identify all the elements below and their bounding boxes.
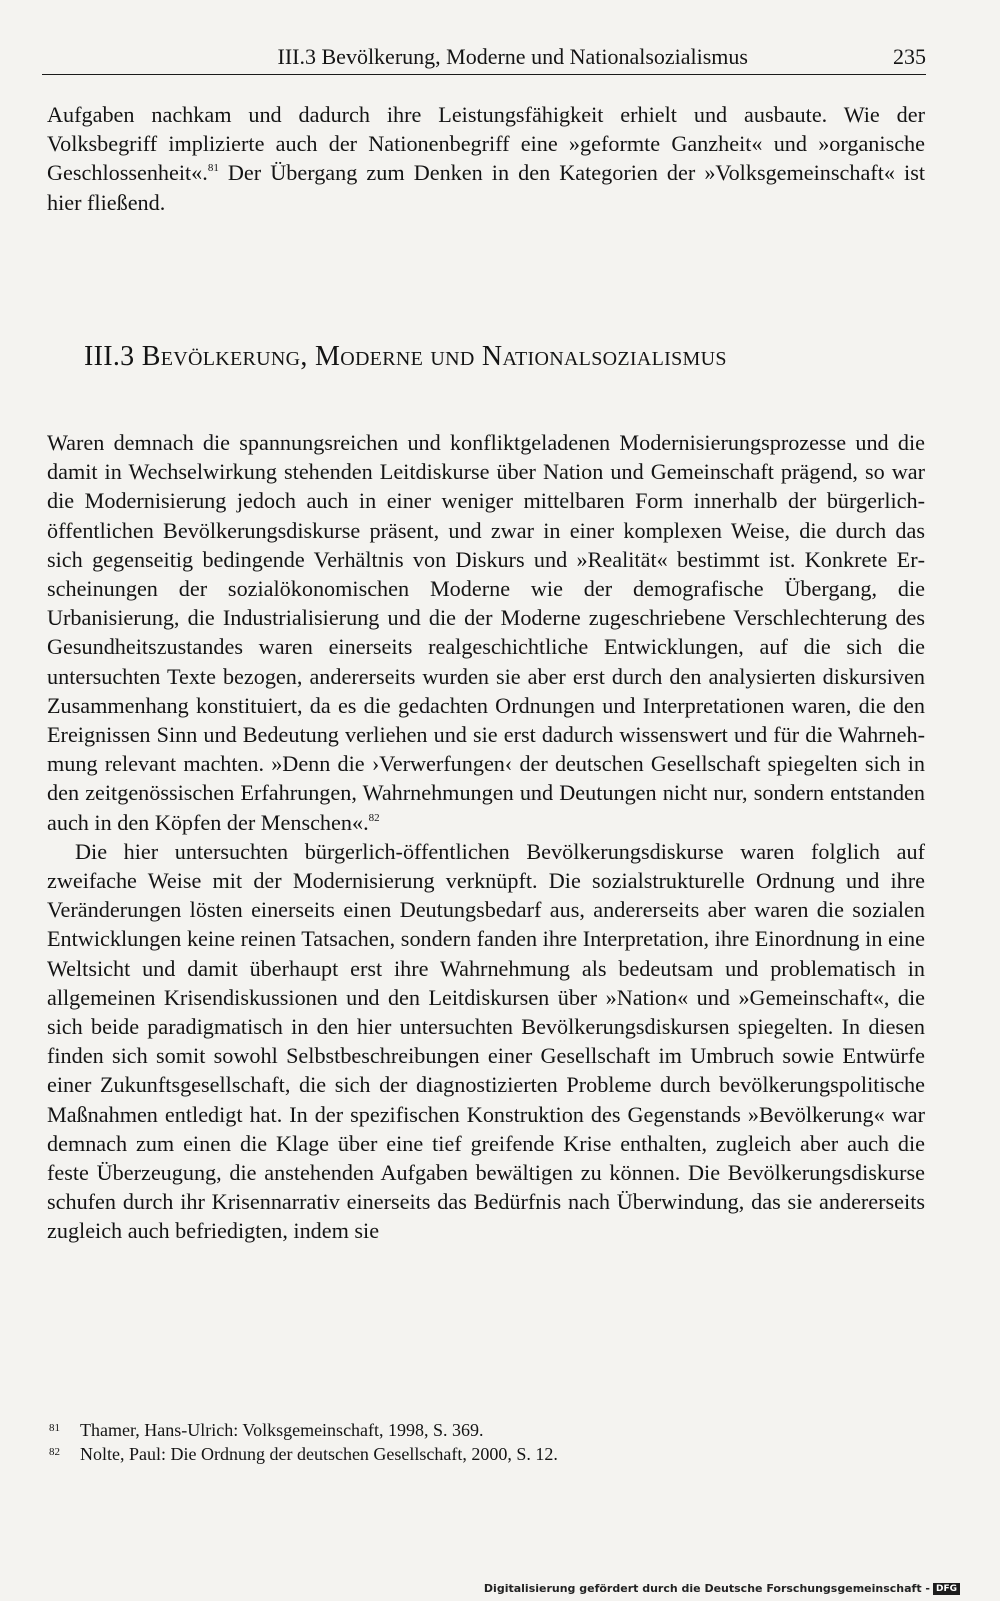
footnote-ref-82[interactable]: 82 bbox=[368, 811, 380, 824]
footnote-82 bbox=[47, 1442, 925, 1466]
intro-text: Aufgaben nachkam und dadurch ihre Leistungsfähigkeit erhielt und ausbaute. Wie der Volksbegriff implizierte auch der Nationenbegriff eine »geformte Ganzheit« und »organische Geschlossenheit«. bbox=[47, 102, 925, 186]
running-header bbox=[42, 40, 926, 75]
dfg-logo: DFG bbox=[933, 1583, 960, 1595]
intro-text-continued: Der Übergang zum Denken in den Kategorien der »Volksgemeinschaft« ist hier fließend. bbox=[47, 160, 925, 215]
credit-text: Digitalisierung gefördert durch die Deutsche Forschungsgemeinschaft - bbox=[483, 1582, 930, 1595]
body-paragraph-1 bbox=[47, 428, 925, 837]
page-number: 235 bbox=[893, 44, 926, 69]
intro-paragraph bbox=[47, 100, 925, 217]
footnote-number: 82 bbox=[49, 1446, 60, 1458]
section-heading: III.3 Bevölkerung, Moderne und Nationalsozialismus bbox=[84, 341, 727, 372]
footnote-ref-81[interactable]: 81 bbox=[207, 162, 219, 175]
footnote-81 bbox=[47, 1418, 925, 1442]
footnote-text: Nolte, Paul: Die Ordnung der deutschen Gesellschaft, 2000, S. 12. bbox=[80, 1444, 558, 1464]
body-paragraph-2: Die hier untersuchten bürgerlich-öffentlichen Bevölkerungsdiskurse waren folglich auf zweifache Weise mit der Modernisierung verknüpft. Die sozialstrukturelle Ordnung und ihre Veränderungen lösten einerseits einen Deutungsbedarf aus, andererseits aber waren die sozialen Entwicklungen keine reinen Tatsachen, sondern fanden ihre Interpretation, ihre Einordnung in eine Weltsicht und damit überhaupt erst ihre Wahrnehmung als bedeutsam und problematisch in allgemeinen Krisendiskussionen und den Leitdiskursen über »Nation« und »Gemeinschaft«, die sich beide paradigmatisch in den hier untersuchten Bevölkerungsdiskursen spiegelten. In diesen finden sich somit sowohl Selbstbeschreibungen einer Gesellschaft im Umbruch sowie Entwürfe einer Zukunftsgesellschaft, die sich der diagnostizierten Probleme durch bevölkerungspolitische Maßnahmen entledigt hat. In der spezifischen Konstruktion des Gegenstands »Bevölkerung« war demnach zum einen die Klage über eine tief greifende Krise enthalten, zugleich aber auch die feste Überzeugung, die anstehenden Aufgaben bewältigen zu können. Die Bevölkerungsdiskurse schufen durch ihr Krisennarrativ einerseits das Bedürfnis nach Überwindung, das sie andererseits zugleich auch befriedigten, indem sie bbox=[47, 838, 925, 1244]
paragraph-1-text: Waren demnach die spannungsreichen und konfliktgeladenen Modernisierungsprozesse und die damit in Wechselwirkung stehenden Leitdiskurse über Nation und Gemeinschaft prägend, so war die Modernisierung jedoch auch in einer weniger mittelbaren Form innerhalb der bürgerlich-öffentlichen Bevölkerungsdiskurse präsent, und zwar in einer komplexen Weise, die durch das sich gegenseitig bedingende Verhältnis von Diskurs und »Realität« bestimmt ist. Konkrete Erscheinungen der sozialökonomischen Moderne wie der demografische Übergang, die Urbanisierung, die Industrialisierung und die der Moderne zugeschriebene Verschlechterung des Gesundheitszustandes waren einerseits realgeschichtliche Entwicklungen, auf die sich die untersuchten Texte bezogen, andererseits wurden sie aber erst durch den analysierten diskursiven Zusammenhang konstituiert, da es die gedachten Ordnungen und Interpretationen waren, die den Ereignissen Sinn und Bedeutung verliehen und sie erst dadurch wissenswert und für die Wahrnehmung relevant machten. »Denn die ›Verwerfungen‹ der deutschen Gesellschaft spiegelten sich in den zeitgenössischen Erfahrungen, Wahrnehmungen und Deutungen nicht nur, sondern entstanden auch in den Köpfen der Menschen«. bbox=[47, 430, 925, 835]
footnote-text: Thamer, Hans-Ulrich: Volksgemeinschaft, 1998, S. 369. bbox=[80, 1420, 484, 1440]
section-body bbox=[47, 428, 925, 1246]
running-title: III.3 Bevölkerung, Moderne und Nationalsozialismus bbox=[277, 44, 748, 69]
footnote-number: 81 bbox=[49, 1422, 60, 1434]
digitization-credit bbox=[484, 1582, 960, 1595]
footnotes bbox=[47, 1418, 925, 1466]
